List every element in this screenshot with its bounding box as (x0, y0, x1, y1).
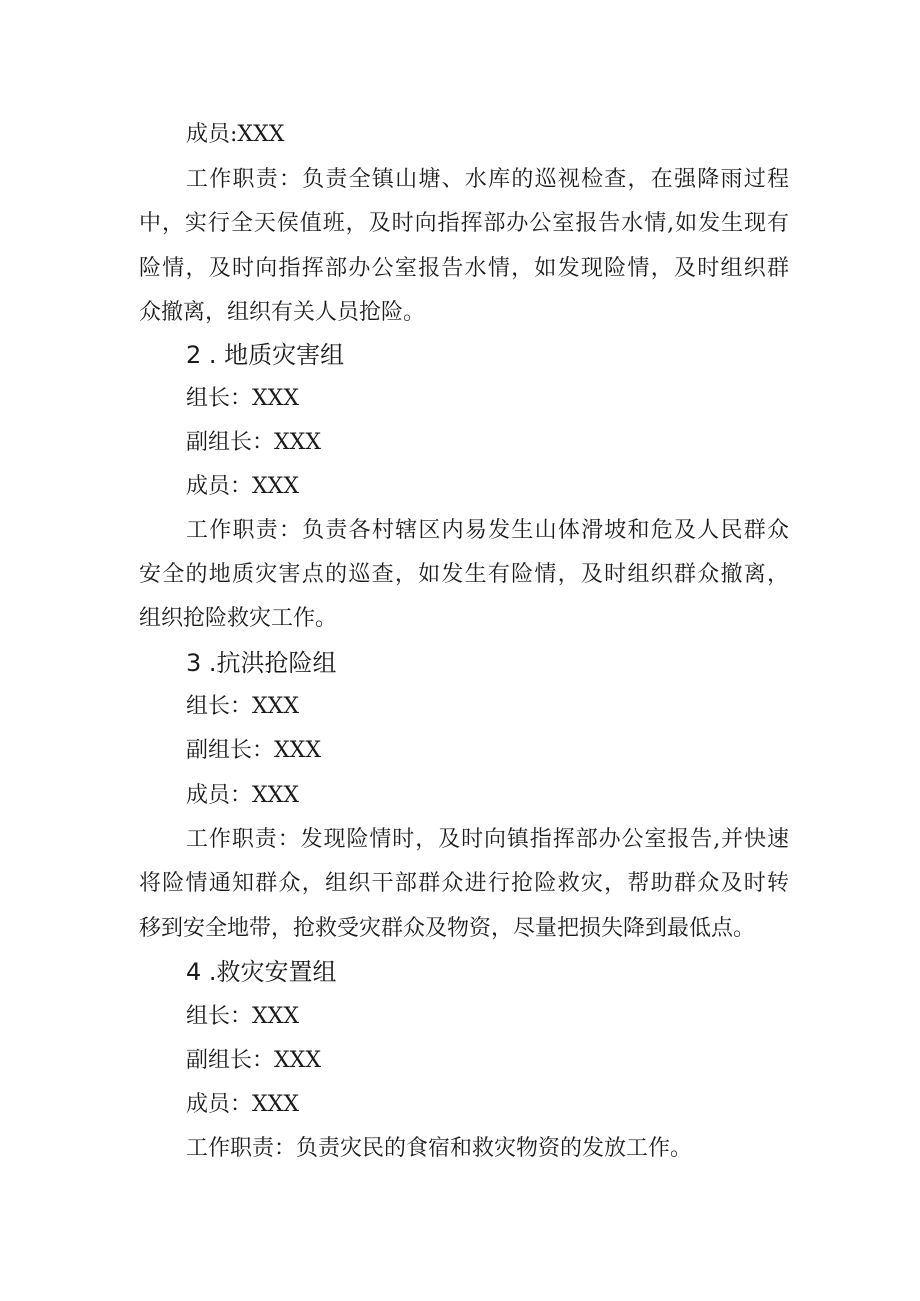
section2-leader: 组长：XXX (186, 386, 299, 411)
section3-members: 成员：XXX (186, 783, 299, 808)
section3-deputy: 副组长：XXX (186, 738, 321, 763)
section4-duty-line1: 工作职责：负责灾民的食宿和救灾物资的发放工作。 (186, 1136, 693, 1161)
section2-heading: 2 . 地质灾害组 (186, 341, 345, 369)
section3-heading: 3 .抗洪抢险组 (186, 649, 337, 677)
section2-duty-line1: 工作职责：负责各村辖区内易发生山体滑坡和危及人民群众 (186, 518, 789, 543)
section2-duty-line3: 组织抢险救灾工作。 (139, 606, 338, 631)
section2-deputy: 副组长：XXX (186, 430, 321, 455)
section4-heading: 4 .救灾安置组 (186, 958, 337, 986)
section1-members: 成员:XXX (186, 122, 285, 147)
section2-members: 成员：XXX (186, 474, 299, 499)
section4-leader: 组长：XXX (186, 1004, 299, 1029)
section1-duty-line2: 中，实行全天侯值班，及时向指挥部办公室报告水情,如发生现有 (139, 211, 789, 236)
section3-duty-line2: 将险情通知群众，组织干部群众进行抢险救灾，帮助群众及时转 (139, 871, 789, 896)
section1-duty-line1: 工作职责：负责全镇山塘、水库的巡视检查，在强降雨过程 (186, 167, 789, 192)
section3-duty-line3: 移到安全地带，抢救受灾群众及物资，尽量把损失降到最低点。 (139, 916, 756, 941)
section3-leader: 组长：XXX (186, 694, 299, 719)
section3-duty-line1: 工作职责：发现险情时，及时向镇指挥部办公室报告,并快速 (186, 827, 789, 852)
section4-members: 成员：XXX (186, 1092, 299, 1117)
section2-duty-line2: 安全的地质灾害点的巡查，如发生有险情，及时组织群众撤离， (139, 562, 789, 587)
section1-duty-line4: 众撤离，组织有关人员抢险。 (139, 300, 426, 325)
section1-duty-line3: 险情，及时向指挥部办公室报告水情，如发现险情，及时组织群 (139, 256, 789, 281)
section4-deputy: 副组长：XXX (186, 1048, 321, 1073)
